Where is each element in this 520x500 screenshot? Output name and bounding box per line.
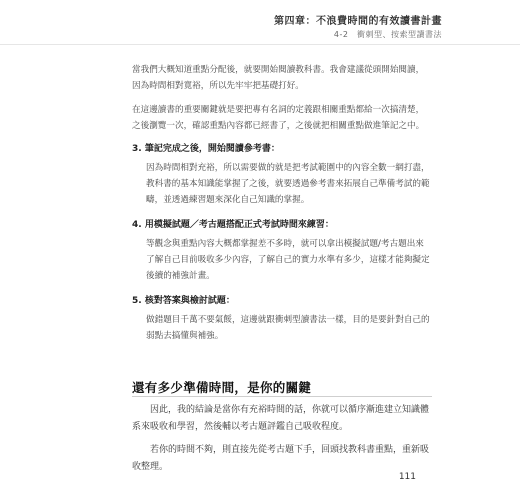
step-5 [132, 294, 432, 344]
chapter-title: 第四章：不浪費時間的有效讀書計畫 [274, 16, 442, 27]
step-body: 因為時間相對充裕，所以需要做的就是把考試範圍中的內容全數一網打盡，教科書的基本知識能掌握了之後，就要透過參考書來拓展自己準備考試的範疇，並透過練習題來深化自己知識的掌握。 [146, 163, 430, 205]
section-title: 4-2 衝刺型、按索型讀書法 [333, 30, 442, 39]
section-heading-rule [132, 396, 432, 397]
header-divider [0, 44, 520, 45]
intro-paragraph: 在這邊讀書的重要關鍵就是要把專有名詞的定義跟相關重點都給一次搞清楚，之後瀏覽一次，確認重點內容都已經書了，之後就把相關重點做進筆記之中。 [132, 105, 425, 131]
step-body: 做錯題目千萬不要氣餒，這邊就跟衝刺型讀書法一樣，目的是要針對自己的弱點去搞懂與補強。 [146, 315, 430, 341]
step-3 [132, 142, 432, 208]
closing-paragraph: 因此，我的結論是當你有充裕時間的話，你就可以循序漸進建立知識體系來吸收和學習，然後輔以考古題評鑑自己吸收程度。 [132, 405, 430, 432]
page-number: 111 [398, 472, 416, 482]
closing-paragraph: 若你的時間不夠，則直接先從考古題下手，回頭找教科書重點，重新吸收整理。 [132, 445, 430, 472]
step-body: 等觀念與重點內容大概都掌握差不多時，就可以拿出模擬試題/考古題出來了解自己目前吸收多少內容，了解自己的實力水準有多少，這樣才能夠擬定後續的補強計畫。 [146, 239, 430, 281]
closing-text [132, 402, 432, 482]
step-title: 3. 筆記完成之後，開始閱讀參考書： [132, 144, 280, 154]
steps-list [132, 142, 432, 344]
step-4 [132, 218, 432, 284]
step-title: 4. 用模擬試題／考古題搭配正式考試時間來練習： [132, 220, 334, 230]
running-header [274, 12, 442, 40]
section-heading: 還有多少準備時間，是你的關鍵 [132, 380, 312, 395]
intro-paragraph: 當我們大概知道重點分配後，就要開始閱讀教科書。我會建議從頭開始閱讀，因為時間相對寬裕，所以先牢牢把基礎打好。 [132, 65, 425, 91]
main-content [132, 62, 432, 354]
step-title: 5. 核對答案與檢討試題： [132, 296, 235, 306]
